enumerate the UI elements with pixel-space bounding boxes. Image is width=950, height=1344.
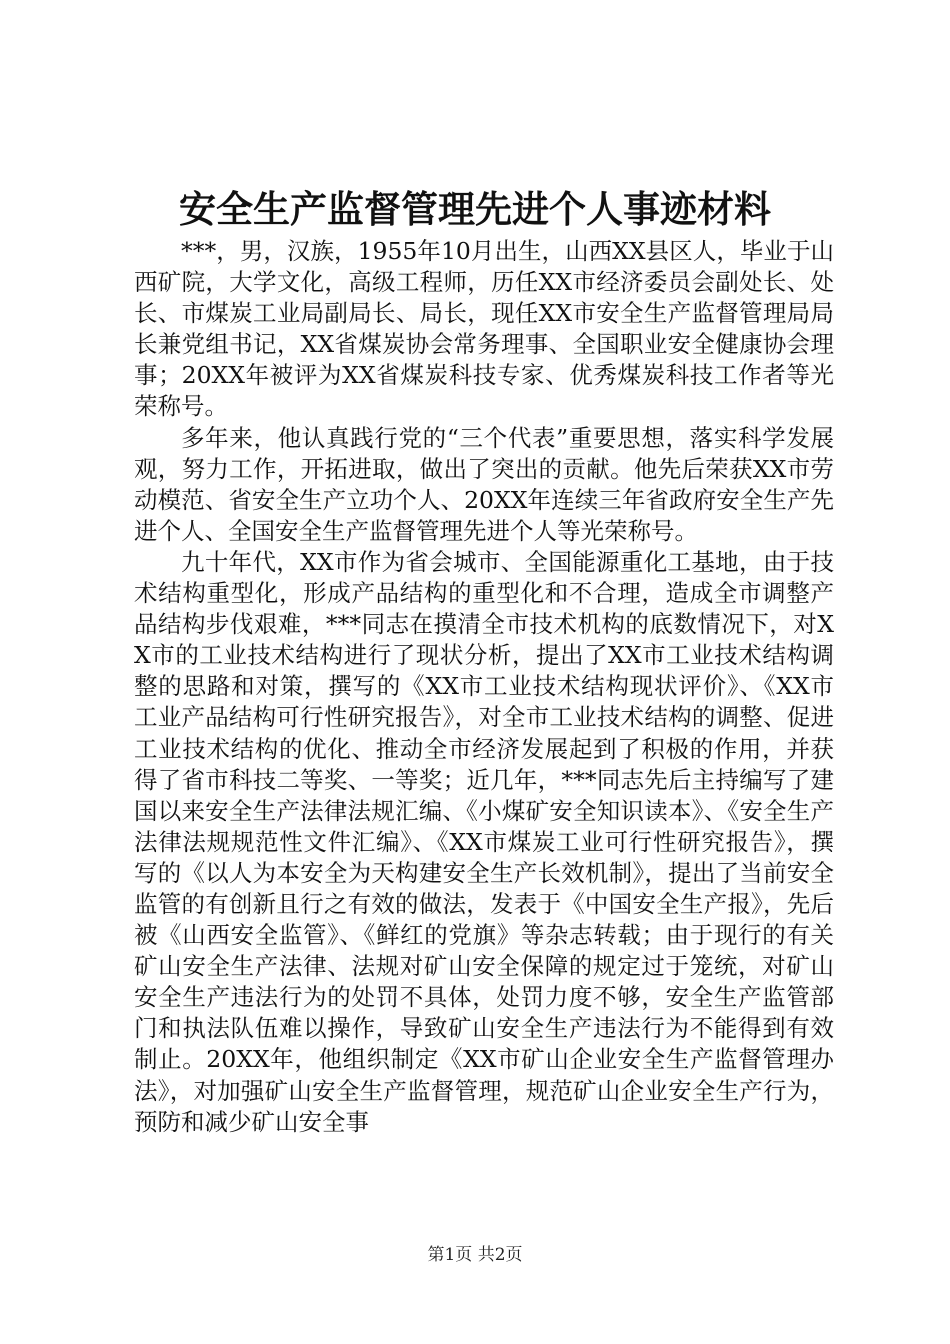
page-footer: 第1页 共2页 — [427, 1245, 523, 1265]
document-title: 安全生产监督管理先进个人事迹材料 — [179, 187, 771, 231]
paragraph-3: 九十年代，XX市作为省会城市、全国能源重化工基地，由于技术结构重型化，形成产品结构的重型化和不合理，造成全市调整产品结构步伐艰难，***同志在摸清全市技术机构的底数情况下，对XX市的工业技术结构进行了现状分析，提出了XX市工业技术结构调整的思路和对策，撰写的《XX市工业技术结构现状评价》、《XX市工业产品结构可行性研究报告》，对全市工业技术结构的调整、促进工业技术结构的优化、推动全市经济发展起到了积极的作用，并获得了省市科技二等奖、一等奖；近几年，***同志先后主持编写了建国以来安全生产法律法规汇编、《小煤矿安全知识读本》、《安全生产法律法规规范性文件汇编》、《XX市煤炭工业可行性研究报告》，撰写的《以人为本安全为天构建安全生产长效机制》，提出了当前安全监管的有创新且行之有效的做法，发表于《中国安全生产报》，先后被《山西安全监管》、《鲜红的党旗》等杂志转载；由于现行的有关矿山安全生产法律、法规对矿山安全保障的规定过于笼统，对矿山安全生产违法行为的处罚不具体，处罚力度不够，安全生产监管部门和执法队伍难以操作，导致矿山安全生产违法行为不能得到有效制止。20XX年，他组织制定《XX市矿山企业安全生产监督管理办法》，对加强矿山安全生产监督管理，规范矿山企业安全生产行为，预防和减少矿山安全事 — [134, 547, 834, 1136]
paragraph-2: 多年来，他认真践行党的“三个代表”重要思想，落实科学发展观，努力工作，开拓进取，做出了突出的贡献。他先后荣获XX市劳动模范、省安全生产立功个人、20XX年连续三年省政府安全生产先进个人、全国安全生产监督管理先进个人等光荣称号。 — [134, 423, 834, 545]
document-body — [134, 236, 834, 1138]
paragraph-1: ***，男，汉族，1955年10月出生，山西XX县区人，毕业于山西矿院，大学文化，高级工程师，历任XX市经济委员会副处长、处长、市煤炭工业局副局长、局长，现任XX市安全生产监督管理局局长兼党组书记，XX省煤炭协会常务理事、全国职业安全健康协会理事；20XX年被评为XX省煤炭科技专家、优秀煤炭科技工作者等光荣称号。 — [134, 237, 834, 421]
